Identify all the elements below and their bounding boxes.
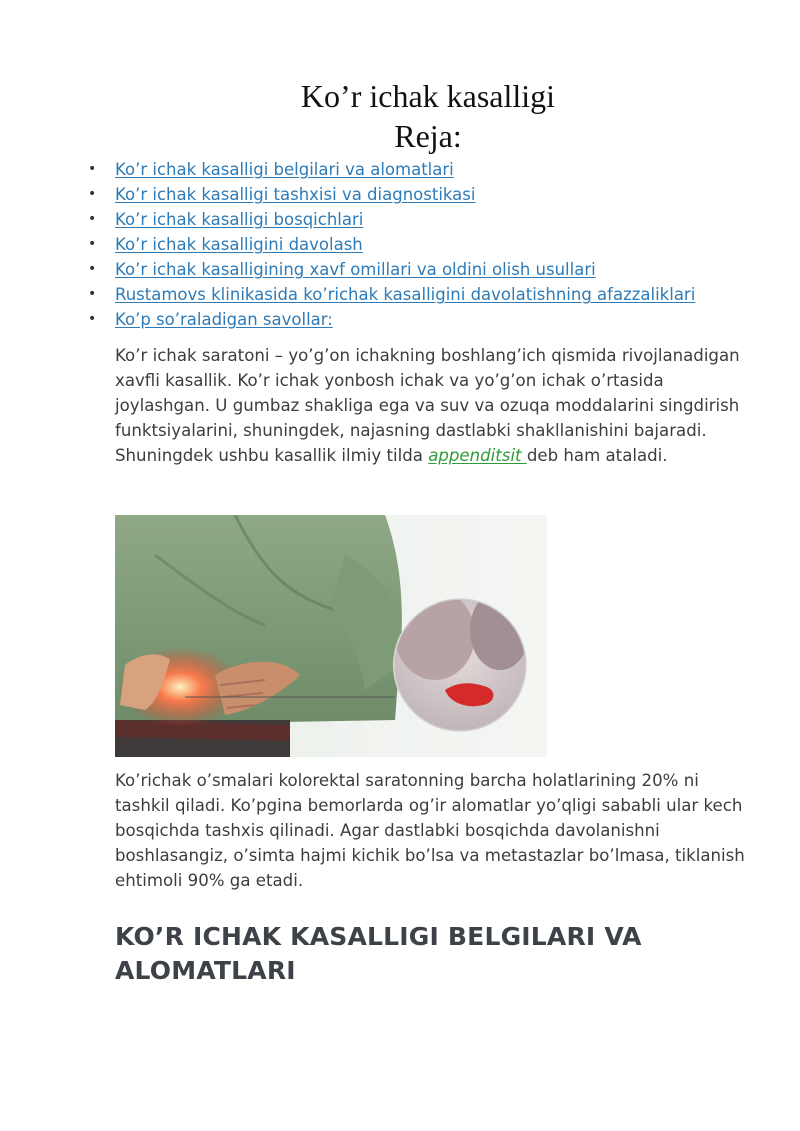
toc-link-risk-factors[interactable]: Ko’r ichak kasalligining xavf omillari va oldini olish usullari	[115, 260, 596, 279]
section-heading-symptoms: KO’R ICHAK KASALLIGI BELGILARI VA ALOMATLARI	[115, 922, 642, 985]
toc-item	[88, 257, 695, 282]
toc-item	[88, 182, 695, 207]
toc-link-stages[interactable]: Ko’r ichak kasalligi bosqichlari	[115, 210, 364, 229]
bullet-icon: •	[88, 261, 97, 277]
document-title: Ko’r ichak kasalligi	[300, 78, 556, 114]
table-of-contents	[88, 157, 695, 332]
toc-link-clinic-advantages[interactable]: Rustamovs klinikasida ko’richak kasalligini davolatishning afazzaliklari	[115, 285, 696, 304]
bullet-icon: •	[88, 161, 97, 177]
toc-link-symptoms[interactable]: Ko’r ichak kasalligi belgilari va alomatlari	[115, 160, 454, 179]
toc-item	[88, 232, 695, 257]
toc-link-treatment[interactable]: Ko’r ichak kasalligini davolash	[115, 235, 363, 254]
toc-item	[88, 207, 695, 232]
bullet-icon: •	[88, 236, 97, 252]
toc-link-faq[interactable]: Ko’p so’raladigan savollar:	[115, 310, 333, 329]
bullet-icon: •	[88, 211, 97, 227]
appendicitis-link[interactable]: appenditsit	[428, 446, 527, 465]
intro-paragraph	[115, 343, 755, 468]
intro-text: Ko’r ichak saratoni – yo’g’on ichakning boshlang’ich qismida rivojlanadigan xavfli kasallik. Ko’r ichak yonbosh ichak va yo’g’on ichak o’rtasida joylashgan. U gumbaz shakliga ega va suv va ozuqa moddalarini singdirish funktsiyalarini, shuningdek, najasning dastlabki shakllanishini bajaradi. Shuningdek ushbu kasallik ilmiy tilda	[115, 346, 740, 465]
appendicitis-illustration	[115, 515, 547, 757]
bullet-icon: •	[88, 311, 97, 327]
plan-heading: Reja:	[394, 118, 462, 154]
toc-item	[88, 157, 695, 182]
intro-text-end: deb ham ataladi.	[526, 446, 668, 465]
bullet-icon: •	[88, 286, 97, 302]
toc-item	[88, 282, 695, 307]
toc-link-diagnosis[interactable]: Ko’r ichak kasalligi tashxisi va diagnostikasi	[115, 185, 476, 204]
toc-item	[88, 307, 695, 332]
statistics-paragraph: Ko’richak o’smalari kolorektal saratonning barcha holatlarining 20% ni tashkil qiladi. Ko’pgina bemorlarda og’ir alomatlar yo’qligi sababli ular kech bosqichda tashxis qilinadi. Agar dastlabki bosqichda davolanishni boshlasangiz, o’simta hajmi kichik bo’lsa va metastazlar bo’lmasa, tiklanish ehtimoli 90% ga etadi.	[115, 771, 745, 890]
bullet-icon: •	[88, 186, 97, 202]
